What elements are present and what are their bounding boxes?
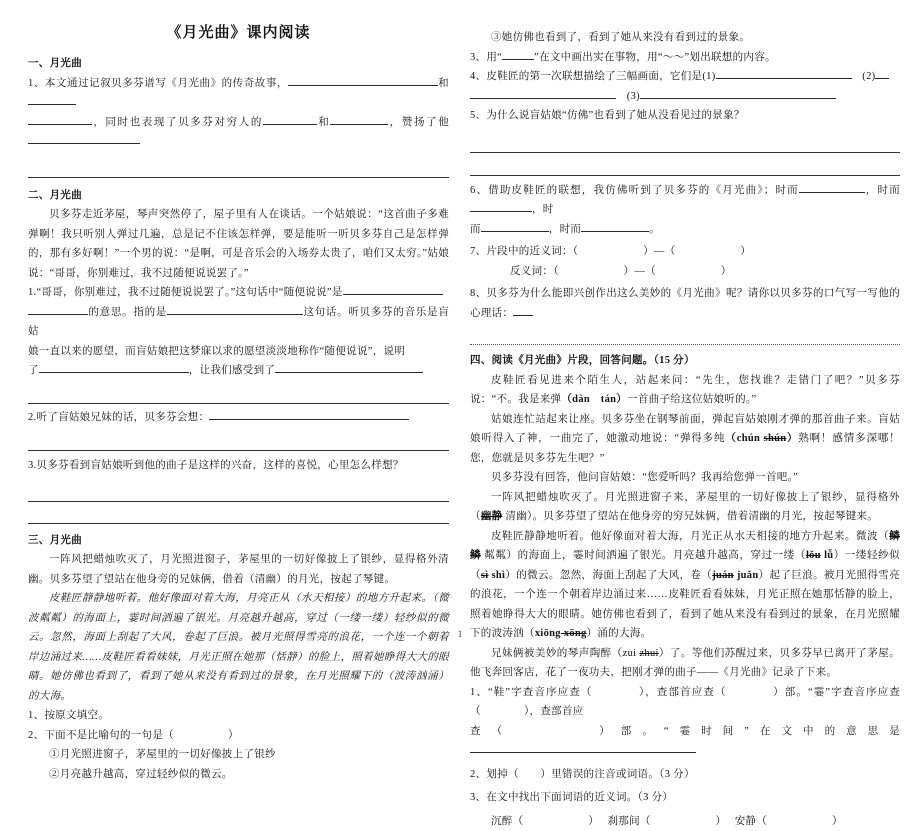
text-run: shì — [489, 570, 506, 581]
answer-line — [28, 386, 449, 404]
text-run: 鳞鳞 — [470, 531, 900, 562]
blank-field — [28, 303, 88, 315]
text-run: 皮鞋匠静静地听着。他好像面对着大海，月光正从水天相接的地方升起来。微波（ — [491, 531, 889, 542]
text-run: 。 — [649, 224, 660, 235]
text-run: 1.“哥哥，你别难过，我不过随便说说罢了。”这句话中“随便说说”是 — [28, 287, 343, 298]
text-run: 贝多芬没有回答，他问盲姑娘：“您爱听吗？我再给您弹一首吧。” — [491, 472, 798, 483]
page-number: 1 — [0, 629, 920, 639]
blank-field — [716, 67, 852, 79]
answer-line — [28, 433, 449, 451]
section-heading — [28, 531, 449, 551]
text-run: ①月光照进窗子，茅屋里的一切好像披上了银纱 — [49, 749, 276, 760]
text-run: sì — [481, 570, 489, 581]
text-run: juán — [712, 570, 734, 581]
text-run: 一首曲子给这位姑娘听的。” — [627, 394, 756, 405]
text-run: ）了。等他们苏醒过来，贝多芬早已离开了茅屋。他飞奔回客店，花了一夜功夫，把刚才弹的曲子——《月光曲》记录了下来。 — [470, 648, 900, 679]
text-run: 的意思。指的是 — [88, 307, 167, 318]
text-run: 而 — [470, 224, 481, 235]
blank-field — [28, 113, 92, 125]
text-run: ）的微云。忽然，海面上刮起了大风，卷（ — [505, 570, 712, 581]
text-run: 1、按原文填空。 — [28, 710, 109, 721]
text-run: 一阵风把蜡烛吹灭了，月光照进窗子，茅屋里的一切好像披上了银纱，显得格外清幽。贝多芬望了望站在他身旁的兄妹俩，借着（清幽）的月光，按起了琴键。 — [28, 554, 449, 585]
blank-field — [470, 200, 532, 212]
answer-line — [28, 484, 449, 502]
text-run: 3、在文中找出下面词语的近义词。（3 分） — [470, 792, 673, 803]
text-run: 皮鞋匠看见进来个陌生人，站起来问：“先生，您找谁？走错门了吧？”贝多芬说：“不。我是来弹 — [470, 375, 900, 406]
text-run: （dàn tán） — [561, 394, 627, 405]
text-run: 查（ ）部。“霎时间”在文中的意思是 — [470, 726, 900, 737]
text-run: ③她仿佛也看到了，看到了她从来没有看到过的景象。 — [491, 32, 750, 43]
text-run: zhui — [639, 648, 658, 659]
blank-field — [502, 48, 534, 60]
paragraph — [470, 242, 900, 262]
text-run: 娘一直以来的愿望，而盲姑娘把这梦寐以求的愿望淡淡地称作“随便说说”，说明 — [28, 346, 405, 357]
paragraph — [470, 262, 900, 282]
paragraph — [28, 74, 449, 113]
paragraph — [470, 284, 900, 323]
text-run: 兄妹俩被美妙的琴声陶醉（zui — [491, 648, 639, 659]
text-run: 5、为什么说盲姑娘“仿佛”也看到了她从没看见过的景象？ — [470, 110, 745, 121]
blank-field — [288, 74, 438, 86]
text-run: 幽静 — [481, 511, 503, 522]
text-run: 和 — [317, 117, 330, 128]
text-run: 1、“鞋”字查音序应查（ ），查部首应查（ ）部。“霎”字查音序应查（ ），查部首应 — [470, 687, 900, 718]
section-heading — [28, 186, 449, 206]
text-run: （15 分） — [654, 355, 695, 366]
paragraph — [470, 48, 900, 68]
paragraph — [470, 788, 900, 808]
text-run: ②月亮越升越高，穿过轻纱似的微云。 — [49, 769, 233, 780]
paragraph — [28, 550, 449, 589]
text-run: 4、皮鞋匠的第一次联想描绘了三幅画面，它们是(1) — [470, 71, 716, 82]
text-run: 这句话。听贝多芬的音乐是盲姑 — [28, 307, 449, 338]
blank-field — [28, 93, 76, 105]
text-run: xiōng — [535, 628, 561, 639]
paragraph — [28, 745, 449, 765]
text-run: 8、贝多芬为什么能即兴创作出这么美妙的《月光曲》呢？请你以贝多芬的口气写一写他的心理话： — [470, 288, 900, 319]
text-run: 1、本文通过记叙贝多芬谱写《月光曲》的传奇故事， — [28, 78, 288, 89]
blank-field — [209, 408, 409, 420]
text-run: ”在文中画出实在事物，用“～～”划出联想的内容。 — [534, 52, 776, 63]
text-run: 四、阅读《月光曲》片段，回答问题。 — [470, 355, 654, 366]
text-run: 《月光曲》课内阅读 — [166, 25, 310, 41]
text-run: 7、片段中的近义词：（ ）—（ ） — [470, 246, 751, 257]
blank-field — [875, 67, 889, 79]
text-run: 姑娘连忙站起来让座。贝多芬坐在钢琴前面，弹起盲姑娘刚才弹的那首曲子来。盲姑娘听得入了神，一曲完了，她激动地说：“弹得多纯 — [470, 414, 900, 445]
text-run: lǚ — [821, 550, 834, 561]
paragraph — [470, 106, 900, 126]
blank-field — [275, 361, 423, 373]
answer-line — [470, 158, 900, 176]
blank-field — [28, 132, 140, 144]
section-heading — [470, 351, 900, 371]
blank-field — [167, 303, 303, 315]
paragraph — [470, 87, 900, 107]
answer-line — [28, 506, 449, 524]
blank-field — [470, 87, 616, 99]
text-run: 3、用“ — [470, 52, 502, 63]
paragraph — [470, 220, 900, 240]
paragraph — [28, 342, 449, 362]
text-run: (2) — [852, 71, 876, 82]
paragraph — [470, 722, 900, 761]
text-run: （chún — [725, 433, 763, 444]
text-run: lǒu — [806, 550, 821, 561]
blank-field — [470, 741, 696, 753]
left-column — [28, 14, 449, 784]
text-run: 6、借助皮鞋匠的联想，我仿佛听到了贝多芬的《月光曲》；时而 — [470, 185, 799, 196]
text-run: 2、划掉（ ）里错误的注音或词语。（3 分） — [470, 769, 695, 780]
paragraph — [470, 28, 900, 48]
paragraph — [470, 468, 900, 488]
paragraph — [470, 410, 900, 469]
text-run: ，时而 — [865, 185, 900, 196]
answer-line — [470, 327, 900, 345]
text-run: ）一缕轻纱似（ — [470, 550, 900, 581]
blank-field — [581, 220, 649, 232]
paragraph — [28, 113, 449, 152]
paragraph — [470, 67, 900, 87]
text-run: 贝多芬走近茅屋，琴声突然停了，屋子里有人在谈话。一个姑娘说：“这首曲子多难弹啊！我只听别人弹过几遍，总是记不住该怎样弹，要是能听一听贝多芬自己是怎样弹的，那有多好啊！”一个男的说：“是啊，可是音乐会的入场券太贵了，咱们又太穷。”姑娘说：“哥哥，你别难过，我不过随便说说罢了。” — [28, 209, 449, 279]
paragraph — [28, 456, 449, 476]
paragraph — [28, 205, 449, 283]
text-run: juǎn — [734, 570, 759, 581]
paragraph — [470, 488, 900, 527]
paragraph — [470, 765, 900, 785]
paragraph — [28, 283, 449, 303]
text-run: ，赞扬了他 — [388, 117, 449, 128]
text-run: 2.听了盲姑娘兄妹的话，贝多芬会想： — [28, 412, 209, 423]
blank-field — [481, 220, 549, 232]
text-run: 熟啊！感情多深哪！您，您就是贝多芬先生吧？” — [470, 433, 900, 464]
text-run: ） — [786, 433, 798, 444]
paragraph — [28, 408, 449, 428]
answer-line — [470, 135, 900, 153]
paragraph — [470, 527, 900, 644]
paragraph — [470, 683, 900, 722]
blank-field — [799, 181, 865, 193]
blank-field — [263, 113, 317, 125]
text-run: ，时而 — [549, 224, 581, 235]
text-run: 清幽）。贝多芬望了望站在他身旁的穷兄妹俩，借着清幽的月光，按起琴键来。 — [502, 511, 878, 522]
paragraph — [470, 371, 900, 410]
text-run: ）起了巨浪。被月光照得雪亮的浪花，一个连一个朝着岸边涌过来……皮鞋匠看看妹妹，月光正照在她那恬静的脸上，照着她睁得大大的眼睛。她仿佛也看到了，看到了她从来没有看到过的景象，在月光照耀下的波涛汹（ — [470, 570, 900, 640]
text-run: 沉醉（ ） 刹那间（ ） 安静（ ） — [491, 816, 843, 827]
paragraph — [28, 361, 449, 381]
blank-field — [640, 87, 836, 99]
paragraph — [470, 644, 900, 683]
blank-field — [343, 283, 443, 295]
text-run: ，让我们感受到了 — [189, 365, 275, 376]
text-run: ，时 — [532, 204, 554, 215]
right-column — [470, 14, 900, 831]
text-run: 了 — [28, 365, 39, 376]
text-run: 和 — [438, 78, 449, 89]
text-run: 二、月光曲 — [28, 190, 82, 201]
paragraph — [28, 706, 449, 726]
paragraph — [28, 589, 449, 706]
paragraph — [28, 303, 449, 342]
text-run: shún — [764, 433, 787, 444]
paragraph — [28, 765, 449, 785]
text-run: 皮鞋匠静静地听着。他好像面对着大海，月亮正从（水天相接）的地方升起来。（微波粼粼）的海面上，霎时间洒遍了银光。月亮越升越高，穿过（一缕一缕）轻纱似的微云。忽然，海面上刮起了大风，卷起了巨浪。被月光照得雪亮的浪花，一个连一个朝着岸边涌过来……皮鞋匠看看妹妹，月光正照在她那（恬静）的脸上，照着她睁得大大的眼睛。她仿佛也看到了，看到了她从来没有看到过的景象，在月光照耀下的（波涛汹涌）的大海。 — [28, 593, 449, 702]
paragraph — [470, 812, 900, 831]
section-heading — [28, 54, 449, 74]
text-run: 反义词：（ ）—（ ） — [510, 266, 732, 277]
text-run: 一、月光曲 — [28, 58, 82, 69]
answer-line — [28, 160, 449, 178]
paragraph — [470, 181, 900, 220]
blank-field — [330, 113, 388, 125]
text-run: ）涌的大海。 — [587, 628, 652, 639]
blank-field — [513, 304, 533, 316]
text-run: (3) — [616, 91, 640, 102]
text-run: ，同时也表现了贝多芬对穷人的 — [92, 117, 263, 128]
page-title — [28, 22, 449, 44]
text-run: 粼粼）的海面上，霎时间洒遍了银光。月亮越升越高，穿过一缕（ — [481, 550, 806, 561]
blank-field — [39, 361, 189, 373]
text-run: 三、月光曲 — [28, 535, 82, 546]
text-run: 一阵风把蜡烛吹灭了。月光照进窗子来，茅屋里的一切好像披上了银纱，显得格外（ — [470, 492, 900, 523]
paragraph — [28, 726, 449, 746]
text-run: 2、下面不是比喻句的一句是（ ） — [28, 730, 239, 741]
text-run: xōng — [561, 628, 587, 639]
text-run: 3.贝多芬看到盲姑娘听到他的曲子是这样的兴奋，这样的喜悦，心里怎么样想？ — [28, 460, 404, 471]
